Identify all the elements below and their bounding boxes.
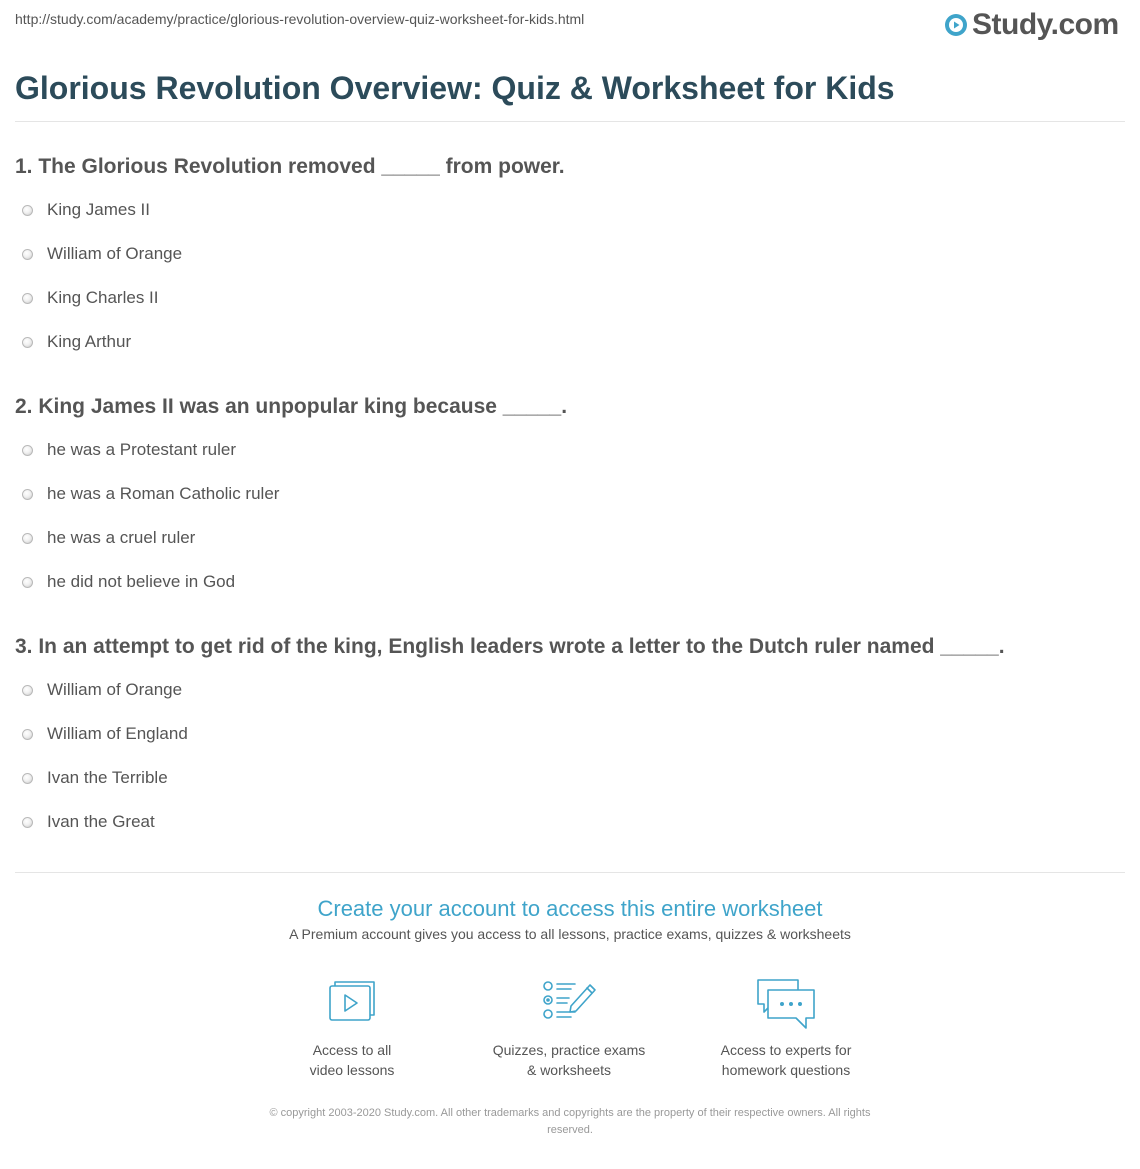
option-label: he was a Roman Catholic ruler xyxy=(47,484,280,503)
answer-option[interactable] xyxy=(22,767,168,789)
study-logo[interactable] xyxy=(944,8,1119,42)
radio-button[interactable] xyxy=(22,489,33,500)
question-1: 1. The Glorious Revolution removed _____ from power. xyxy=(15,155,565,178)
feature-line: & worksheets xyxy=(526,1062,612,1078)
answer-option[interactable] xyxy=(22,199,150,221)
feature-line: video lessons xyxy=(309,1062,395,1078)
section-divider xyxy=(15,872,1125,873)
feature-video-lessons xyxy=(252,978,452,1080)
feature-quizzes xyxy=(469,978,669,1080)
answer-option[interactable] xyxy=(22,527,195,549)
feature-line: Access to experts for xyxy=(720,1042,852,1058)
radio-button[interactable] xyxy=(22,533,33,544)
answer-option[interactable] xyxy=(22,439,236,461)
radio-button[interactable] xyxy=(22,817,33,828)
option-label: he did not believe in God xyxy=(47,572,236,591)
radio-button[interactable] xyxy=(22,293,33,304)
answer-option[interactable] xyxy=(22,483,279,505)
option-label: he was a Protestant ruler xyxy=(47,440,236,459)
copyright-line: © copyright 2003-2020 Study.com. All other trademarks and copyrights are the property of their respective owners. All rights xyxy=(269,1107,871,1119)
play-circle-icon xyxy=(944,13,968,37)
answer-option[interactable] xyxy=(22,571,235,593)
quiz-list-icon xyxy=(541,978,597,1024)
answer-option[interactable] xyxy=(22,331,131,353)
radio-button[interactable] xyxy=(22,729,33,740)
option-label: William of England xyxy=(47,724,188,743)
radio-button[interactable] xyxy=(22,205,33,216)
option-label: King Arthur xyxy=(47,332,132,351)
cta-title-link[interactable]: Create your account to access this entire worksheet xyxy=(317,896,823,921)
radio-button[interactable] xyxy=(22,445,33,456)
radio-button[interactable] xyxy=(22,577,33,588)
video-lessons-icon xyxy=(326,978,378,1024)
radio-button[interactable] xyxy=(22,249,33,260)
radio-button[interactable] xyxy=(22,773,33,784)
logo-text: Study.com xyxy=(972,8,1119,41)
option-label: he was a cruel ruler xyxy=(47,528,196,547)
feature-line: homework questions xyxy=(721,1062,851,1078)
chat-bubbles-icon xyxy=(754,978,818,1030)
answer-option[interactable] xyxy=(22,679,182,701)
radio-button[interactable] xyxy=(22,337,33,348)
top-bar xyxy=(0,0,1140,50)
option-label: Ivan the Terrible xyxy=(47,768,168,787)
option-label: William of Orange xyxy=(47,680,183,699)
answer-option[interactable] xyxy=(22,723,188,745)
feature-line: Access to all xyxy=(312,1042,392,1058)
question-2: 2. King James II was an unpopular king because _____. xyxy=(15,395,568,418)
page-title: Glorious Revolution Overview: Quiz & Worksheet for Kids xyxy=(15,70,895,106)
copyright-notice xyxy=(215,1105,925,1139)
option-label: William of Orange xyxy=(47,244,183,263)
option-label: King Charles II xyxy=(47,288,159,307)
answer-option[interactable] xyxy=(22,243,182,265)
radio-button[interactable] xyxy=(22,685,33,696)
answer-option[interactable] xyxy=(22,287,159,309)
feature-experts xyxy=(686,978,886,1080)
answer-option[interactable] xyxy=(22,811,155,833)
question-3: 3. In an attempt to get rid of the king, English leaders wrote a letter to the Dutch ruler named _____. xyxy=(15,635,1005,658)
option-label: Ivan the Great xyxy=(47,812,155,831)
page-url: http://study.com/academy/practice/glorious-revolution-overview-quiz-worksheet-for-kids.html xyxy=(15,11,585,27)
option-label: King James II xyxy=(47,200,150,219)
copyright-line: reserved. xyxy=(547,1124,593,1136)
feature-line: Quizzes, practice exams xyxy=(492,1042,646,1058)
cta-subtitle: A Premium account gives you access to all lessons, practice exams, quizzes & worksheets xyxy=(289,926,851,942)
title-divider xyxy=(15,121,1125,122)
